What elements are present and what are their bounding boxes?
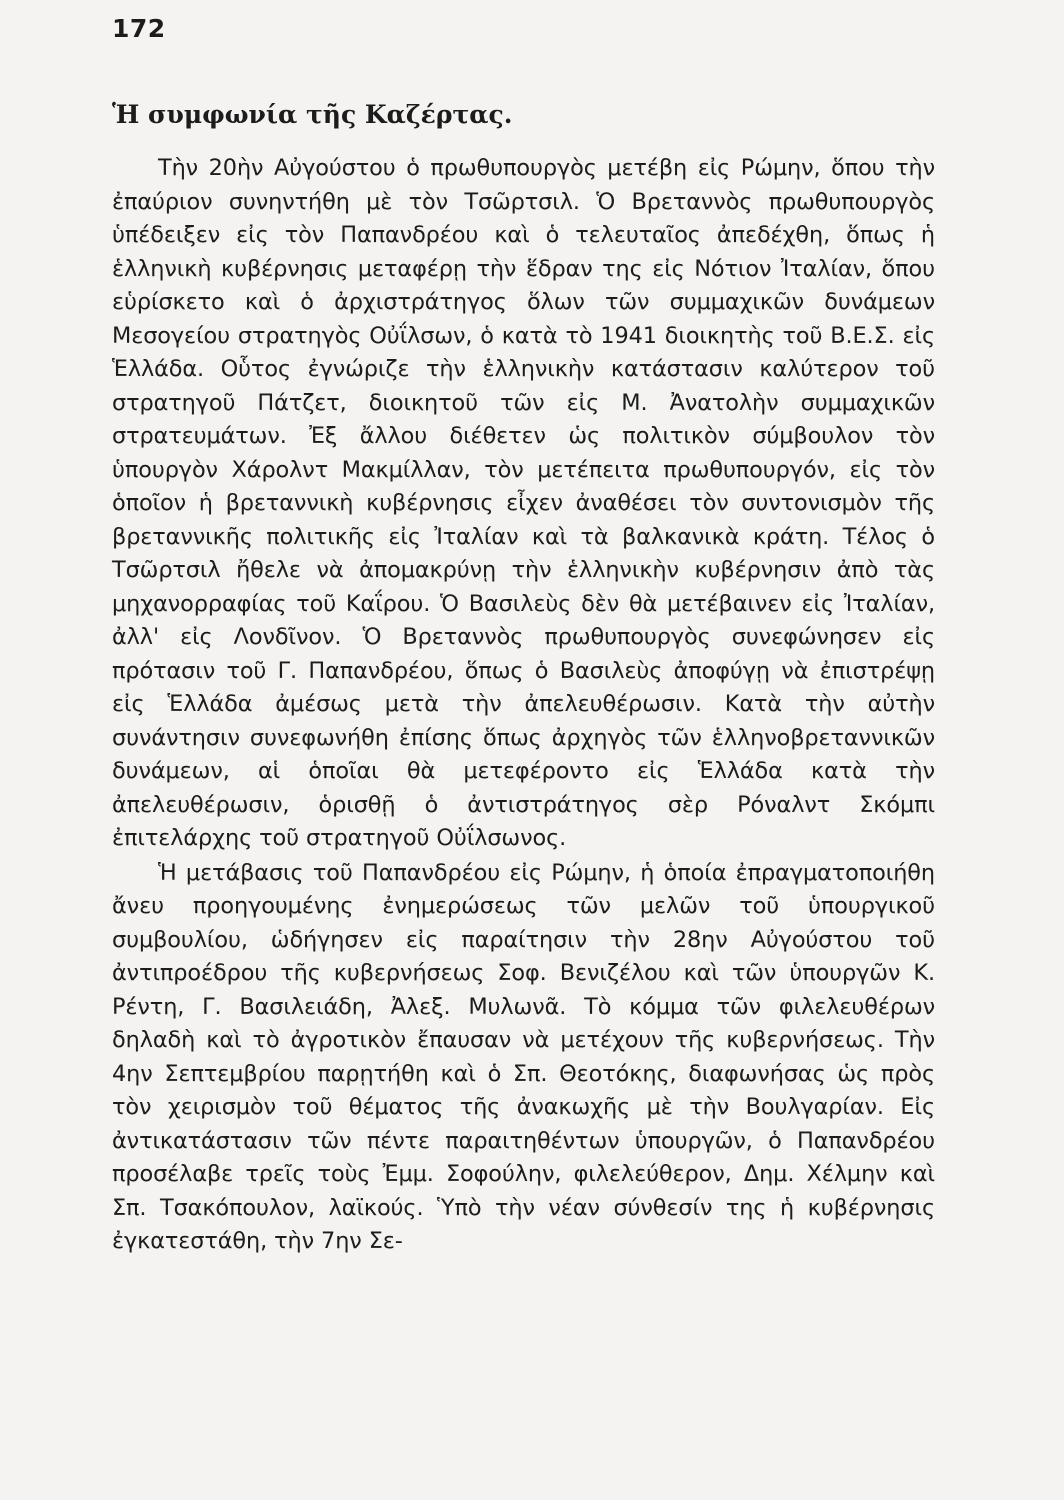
page-number: 172 xyxy=(112,14,166,43)
body-text xyxy=(112,152,935,1259)
section-title: Ἡ συμφωνία τῆς Καζέρτας. xyxy=(112,100,513,129)
paragraph: Τὴν 20ὴν Αὐγούστου ὁ πρωθυπουργὸς μετέβη εἰς Ρώμην, ὅπου τὴν ἐπαύριον συνηντήθη μὲ τὸν Τσῶρτσιλ. Ὁ Βρεταννὸς πρωθυπουργὸς ὑπέδειξεν εἰς τὸν Παπανδρέου καὶ ὁ τελευταῖος ἀπεδέχθη, ὅπως ἡ ἑλληνικὴ κυβέρνησις μεταφέρῃ τὴν ἕδραν της εἰς Νότιον Ἰταλίαν, ὅπου εὑρίσκετο καὶ ὁ ἀρχιστράτηγος ὅλων τῶν συμμαχικῶν δυνάμεων Μεσογείου στρατηγὸς Οὐΐλσων, ὁ κατὰ τὸ 1941 διοικητὴς τοῦ Β.Ε.Σ. εἰς Ἑλλάδα. Οὗτος ἐγνώριζε τὴν ἑλληνικὴν κατάστασιν καλύτερον τοῦ στρατηγοῦ Πάτζετ, διοικητοῦ τῶν εἰς Μ. Ἀνατολὴν συμμαχικῶν στρατευμάτων. Ἐξ ἄλλου διέθετεν ὡς πολιτικὸν σύμβουλον τὸν ὑπουργὸν Χάρολντ Μακμίλλαν, τὸν μετέπειτα πρωθυπουργόν, εἰς τὸν ὁποῖον ἡ βρεταννικὴ κυβέρνησις εἶχεν ἀναθέσει τὸν συντονισμὸν τῆς βρεταννικῆς πολιτικῆς εἰς Ἰταλίαν καὶ τὰ βαλκανικὰ κράτη. Τέλος ὁ Τσῶρτσιλ ἤθελε νὰ ἀπομακρύνῃ τὴν ἑλληνικὴν κυβέρνησιν ἀπὸ τὰς μηχανορραφίας τοῦ Καΐρου. Ὁ Βασιλεὺς δὲν θὰ μετέβαινεν εἰς Ἰταλίαν, ἀλλ' εἰς Λονδῖνον. Ὁ Βρεταννὸς πρωθυπουργὸς συνεφώνησεν εἰς πρότασιν τοῦ Γ. Παπανδρέου, ὅπως ὁ Βασιλεὺς ἀποφύγῃ νὰ ἐπιστρέψῃ εἰς Ἑλλάδα ἀμέσως μετὰ τὴν ἀπελευθέρωσιν. Κατὰ τὴν αὐτὴν συνάντησιν συνεφωνήθη ἐπίσης ὅπως ἀρχηγὸς τῶν ἑλληνοβρεταννικῶν δυνάμεων, αἱ ὁποῖαι θὰ μετεφέροντο εἰς Ἑλλάδα κατὰ τὴν ἀπελευθέρωσιν, ὁρισθῇ ὁ ἀντιστράτηγος σὲρ Ρόναλντ Σκόμπι ἐπιτελάρχης τοῦ στρατηγοῦ Οὐΐλσωνος. xyxy=(112,155,935,851)
paragraph: Ἡ μετάβασις τοῦ Παπανδρέου εἰς Ρώμην, ἡ ὁποία ἐπραγματοποιήθη ἄνευ προηγουμένης ἐνημερώσεως τῶν μελῶν τοῦ ὑπουργικοῦ συμβουλίου, ὡδήγησεν εἰς παραίτησιν τὴν 28ην Αὐγούστου τοῦ ἀντιπροέδρου τῆς κυβερνήσεως Σοφ. Βενιζέλου καὶ τῶν ὑπουργῶν Κ. Ρέντη, Γ. Βασιλειάδη, Ἀλεξ. Μυλωνᾶ. Τὸ κόμμα τῶν φιλελευθέρων δηλαδὴ καὶ τὸ ἀγροτικὸν ἔπαυσαν νὰ μετέχουν τῆς κυβερνήσεως. Τὴν 4ην Σεπτεμβρίου παρῃτήθη καὶ ὁ Σπ. Θεοτόκης, διαφωνήσας ὡς πρὸς τὸν χειρισμὸν τοῦ θέματος τῆς ἀνακωχῆς μὲ τὴν Βουλγαρίαν. Εἰς ἀντικατάστασιν τῶν πέντε παραιτηθέντων ὑπουργῶν, ὁ Παπανδρέου προσέλαβε τρεῖς τοὺς Ἐμμ. Σοφούλην, φιλελεύθερον, Δημ. Χέλμην καὶ Σπ. Τσακόπουλον, λαϊκούς. Ὑπὸ τὴν νέαν σύνθεσίν της ἡ κυβέρνησις ἐγκατεστάθη, τὴν 7ην Σε- xyxy=(112,859,935,1254)
